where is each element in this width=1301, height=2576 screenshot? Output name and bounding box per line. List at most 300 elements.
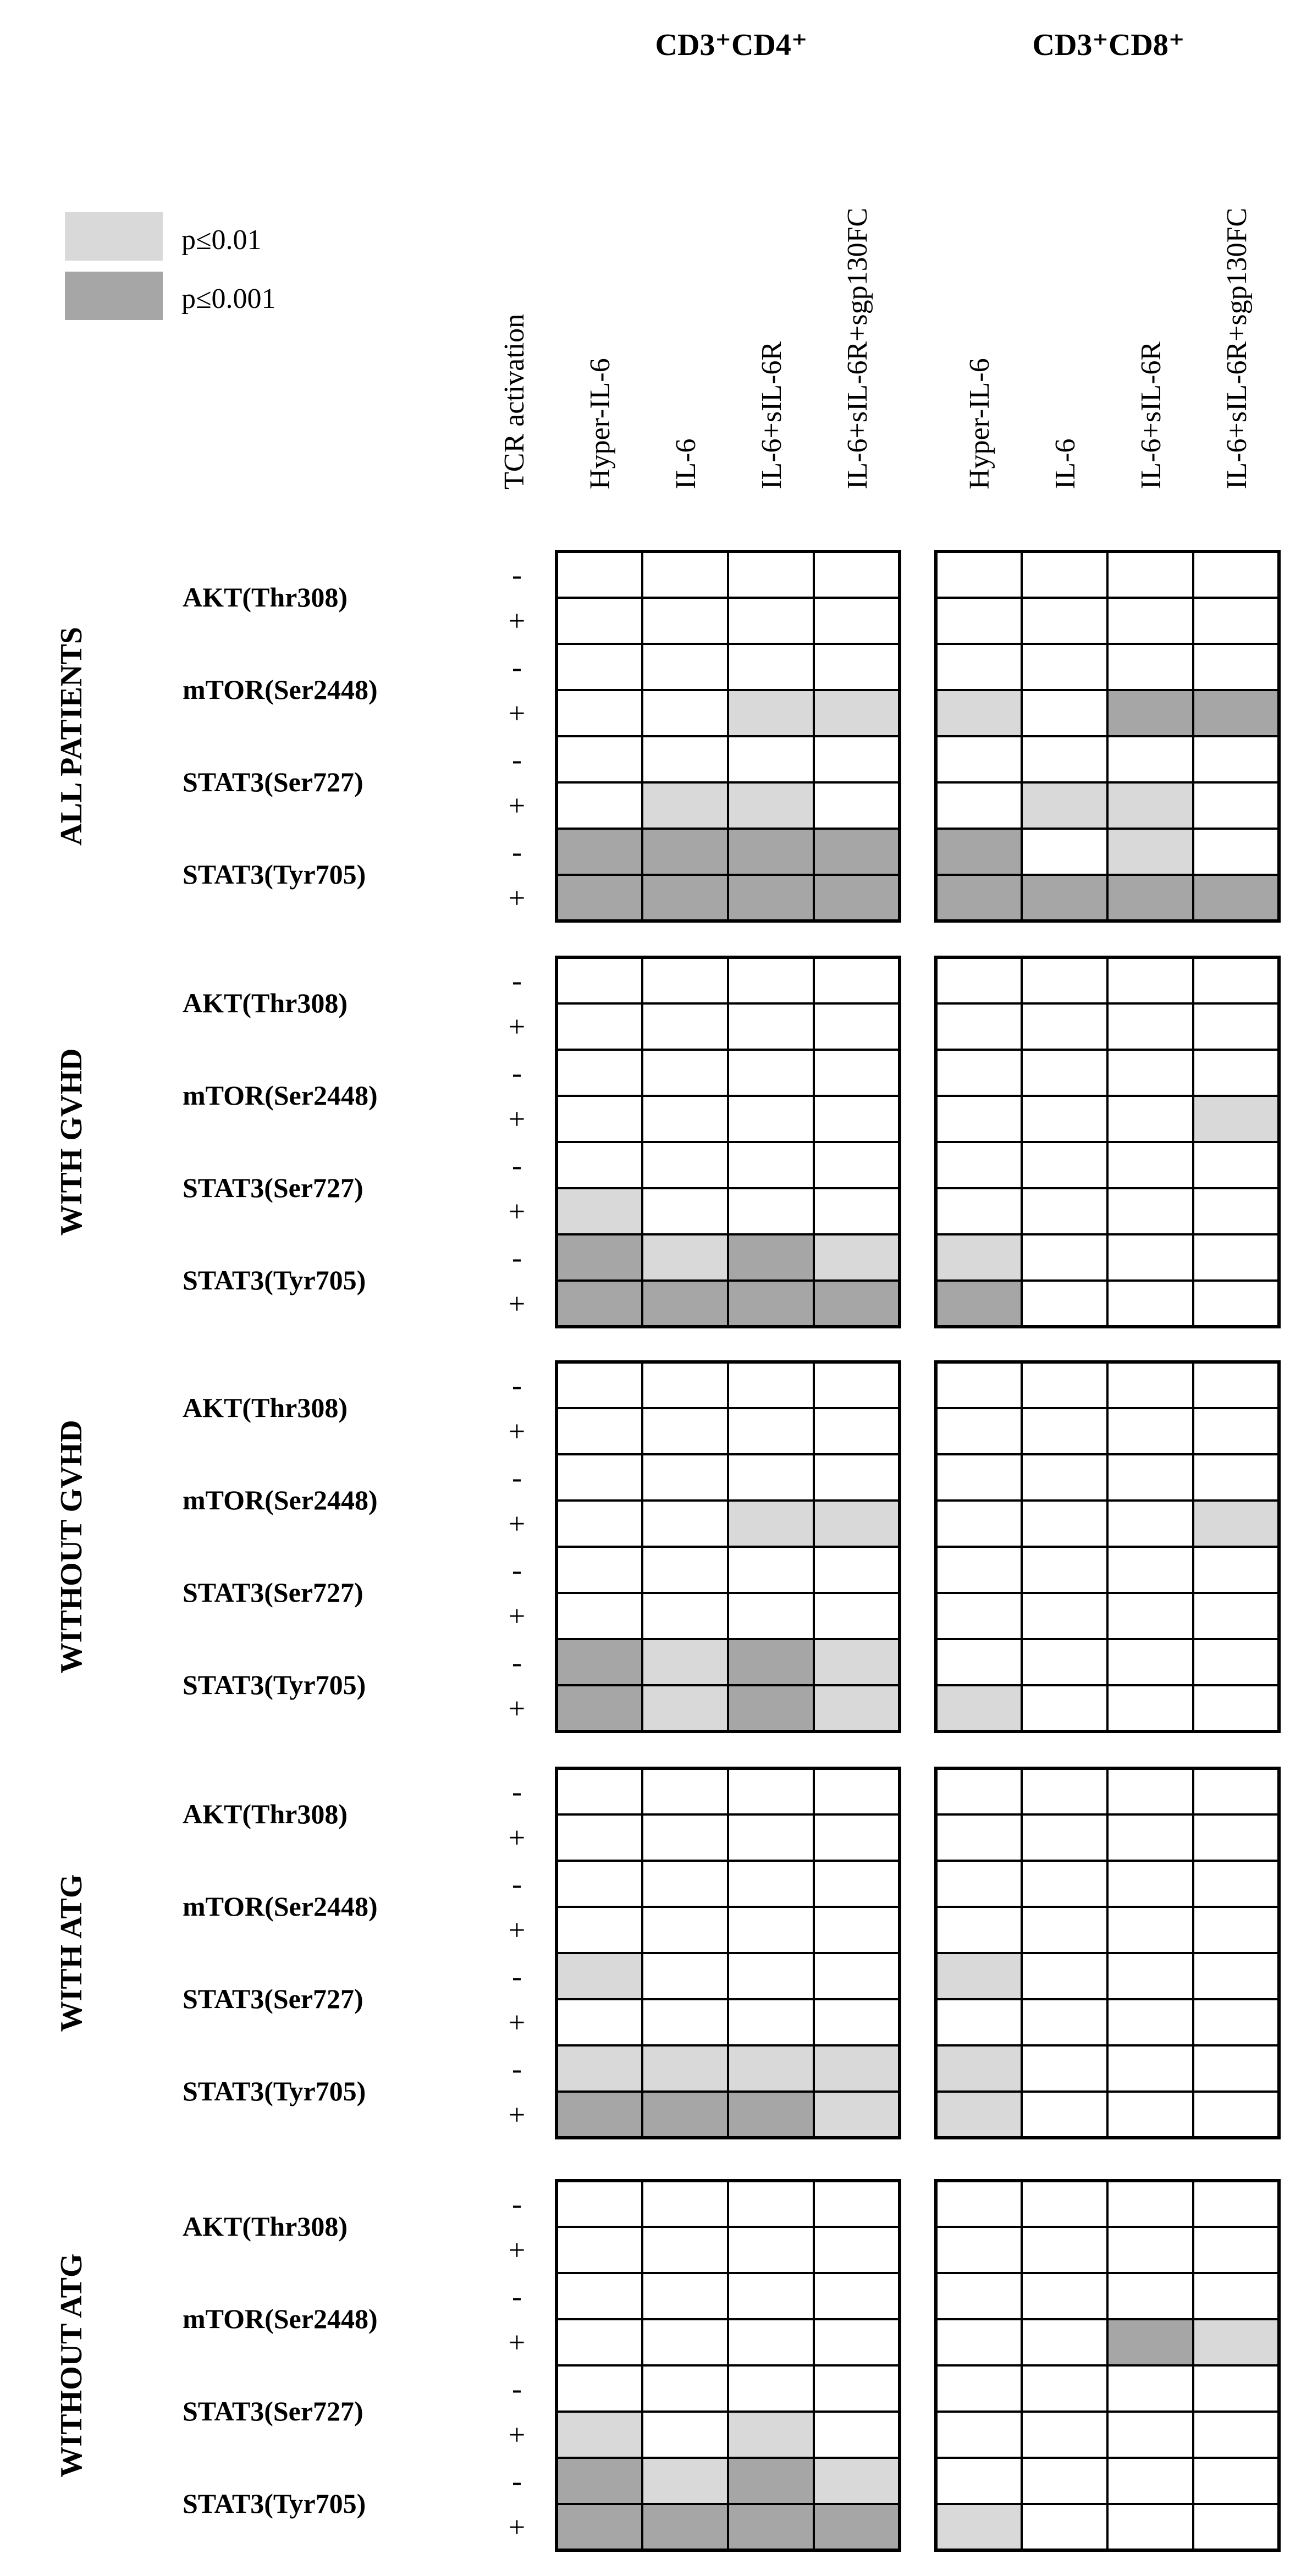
group-label-4: WITHOUT ATG — [54, 2253, 89, 2478]
marker-label: STAT3(Tyr705) — [183, 2076, 366, 2106]
heatmap-cell — [728, 1142, 814, 1188]
heatmap-cell — [1193, 1999, 1279, 2045]
heatmap-cell — [1107, 2092, 1193, 2138]
heatmap-cell — [814, 2458, 900, 2504]
heatmap-cell — [814, 1639, 900, 1685]
heatmap-cell — [556, 644, 642, 690]
tcr-sign-label: + — [508, 2511, 526, 2544]
heatmap-cell — [814, 690, 900, 736]
heatmap-cell — [728, 1362, 814, 1408]
marker-label: STAT3(Tyr705) — [183, 2488, 366, 2519]
heatmap-cell — [556, 875, 642, 921]
marker-label: STAT3(Ser727) — [183, 2396, 363, 2426]
marker-label: AKT(Thr308) — [183, 1392, 348, 1423]
tcr-sign-label: + — [508, 1010, 526, 1043]
tcr-sign-label: - — [512, 558, 522, 591]
heatmap-cell — [642, 1685, 728, 1731]
heatmap-cell — [1022, 1050, 1107, 1096]
marker-label: STAT3(Tyr705) — [183, 1669, 366, 1700]
heatmap-cell — [936, 1768, 1022, 1814]
heatmap-cell — [1022, 1501, 1107, 1547]
heatmap-cell — [814, 2227, 900, 2273]
tcr-sign-label: + — [508, 697, 526, 730]
heatmap-cell — [1193, 690, 1279, 736]
heatmap-cell — [642, 2181, 728, 2227]
heatmap-cell — [1107, 2273, 1193, 2319]
tcr-sign-label: - — [512, 2052, 522, 2085]
heatmap-cell — [1193, 1861, 1279, 1907]
heatmap-cell — [814, 957, 900, 1003]
column-header-cd4-3: IL-6+sIL-6R+sgp130FC — [842, 207, 873, 489]
heatmap-cell — [556, 1639, 642, 1685]
marker-label: AKT(Thr308) — [183, 2211, 348, 2242]
heatmap-cell — [1022, 1953, 1107, 1999]
heatmap-cell — [728, 1639, 814, 1685]
heatmap-cell — [1107, 875, 1193, 921]
heatmap-cell — [556, 1281, 642, 1327]
heatmap-cell — [814, 1454, 900, 1501]
heatmap-cell — [1193, 1454, 1279, 1501]
heatmap-cell — [642, 1003, 728, 1050]
heatmap-cell — [936, 2412, 1022, 2458]
heatmap-cell — [1107, 2181, 1193, 2227]
heatmap-cell — [642, 957, 728, 1003]
heatmap-cell — [642, 598, 728, 644]
heatmap-cell — [556, 1907, 642, 1953]
heatmap-cell — [814, 2412, 900, 2458]
heatmap-cell — [1022, 1408, 1107, 1454]
heatmap-cell — [642, 1999, 728, 2045]
tcr-sign-label: - — [512, 1461, 522, 1494]
heatmap-cell — [1107, 782, 1193, 829]
marker-label: STAT3(Ser727) — [183, 1172, 363, 1203]
heatmap-cell — [642, 1142, 728, 1188]
heatmap-cell — [642, 1362, 728, 1408]
heatmap-cell — [728, 1814, 814, 1861]
heatmap-cell — [936, 1639, 1022, 1685]
heatmap-cell — [1107, 1003, 1193, 1050]
heatmap-cell — [1107, 551, 1193, 598]
heatmap-cell — [642, 736, 728, 782]
heatmap-cell — [1022, 1142, 1107, 1188]
heatmap-cell — [936, 2092, 1022, 2138]
heatmap-cell — [1022, 782, 1107, 829]
heatmap-cell — [728, 1188, 814, 1234]
heatmap-cell — [1107, 1234, 1193, 1281]
heatmap-cell — [814, 1408, 900, 1454]
heatmap-cell — [556, 1593, 642, 1639]
heatmap-grids — [556, 551, 1279, 2550]
heatmap-cell — [728, 1768, 814, 1814]
heatmap-cell — [814, 1142, 900, 1188]
tcr-sign-label: + — [508, 1821, 526, 1854]
heatmap-cell — [728, 2365, 814, 2412]
heatmap-cell — [1193, 1685, 1279, 1731]
heatmap-cell — [556, 2504, 642, 2550]
heatmap-cell — [642, 1096, 728, 1142]
tcr-sign-label: - — [512, 1775, 522, 1808]
heatmap-cell — [1193, 1050, 1279, 1096]
heatmap-cell — [814, 2504, 900, 2550]
heatmap-cell — [1107, 1768, 1193, 1814]
heatmap-cell — [1193, 551, 1279, 598]
heatmap-cell — [936, 1142, 1022, 1188]
heatmap-cell — [1022, 2458, 1107, 2504]
heatmap-cell — [814, 1907, 900, 1953]
heatmap-cell — [728, 1907, 814, 1953]
heatmap-cell — [814, 1814, 900, 1861]
heatmap-cell — [1022, 2092, 1107, 2138]
tcr-sign-label: + — [508, 1287, 526, 1320]
heatmap-cell — [556, 2365, 642, 2412]
tcr-activation-header: TCR activation — [499, 313, 530, 489]
heatmap-cell — [814, 1362, 900, 1408]
heatmap-cell — [936, 1003, 1022, 1050]
heatmap-cell — [1022, 1685, 1107, 1731]
heatmap-cell — [1193, 2412, 1279, 2458]
marker-label: AKT(Thr308) — [183, 582, 348, 613]
heatmap-cell — [1022, 1814, 1107, 1861]
heatmap-cell — [728, 875, 814, 921]
heatmap-cell — [728, 1281, 814, 1327]
heatmap-cell — [936, 957, 1022, 1003]
heatmap-cell — [642, 2319, 728, 2365]
marker-label: mTOR(Ser2448) — [183, 2303, 378, 2334]
heatmap-cell — [936, 1814, 1022, 1861]
heatmap-cell — [728, 1454, 814, 1501]
heatmap-cell — [1022, 598, 1107, 644]
heatmap-cell — [728, 1593, 814, 1639]
heatmap-cell — [1193, 1639, 1279, 1685]
heatmap-cell — [556, 1362, 642, 1408]
heatmap-cell — [642, 2045, 728, 2092]
column-headers — [585, 208, 1253, 489]
tcr-sign-label: + — [508, 2098, 526, 2131]
heatmap-cell — [936, 1999, 1022, 2045]
heatmap-cell — [1193, 1096, 1279, 1142]
heatmap-cell — [1193, 1408, 1279, 1454]
heatmap-cell — [814, 551, 900, 598]
heatmap-cell — [1193, 875, 1279, 921]
heatmap-cell — [814, 736, 900, 782]
heatmap-cell — [1193, 1814, 1279, 1861]
heatmap-cell — [1022, 2181, 1107, 2227]
heatmap-cell — [936, 551, 1022, 598]
heatmap-cell — [642, 2273, 728, 2319]
row-labels — [54, 558, 525, 2544]
heatmap-cell — [814, 1096, 900, 1142]
heatmap-cell — [814, 2092, 900, 2138]
heatmap-cell — [556, 1953, 642, 1999]
heatmap-cell — [556, 1685, 642, 1731]
tcr-sign-label: - — [512, 743, 522, 776]
group-label-1: WITH GVHD — [54, 1048, 89, 1236]
heatmap-cell — [814, 1593, 900, 1639]
legend-swatch-light — [65, 212, 163, 261]
group-label-2: WITHOUT GVHD — [54, 1420, 89, 1674]
heatmap-cell — [936, 1362, 1022, 1408]
heatmap-cell — [814, 1861, 900, 1907]
heatmap-cell — [1022, 1999, 1107, 2045]
heatmap-cell — [1107, 644, 1193, 690]
tcr-sign-label: - — [512, 650, 522, 683]
heatmap-cell — [1107, 2412, 1193, 2458]
heatmap-cell — [814, 1999, 900, 2045]
heatmap-cell — [642, 1547, 728, 1593]
heatmap-cell — [556, 2045, 642, 2092]
heatmap-cell — [556, 2227, 642, 2273]
heatmap-cell — [728, 2227, 814, 2273]
heatmap-cell — [728, 1408, 814, 1454]
heatmap-cell — [1107, 2458, 1193, 2504]
heatmap-cell — [1022, 1768, 1107, 1814]
marker-label: mTOR(Ser2448) — [183, 674, 378, 705]
tcr-sign-label: - — [512, 835, 522, 868]
heatmap-cell — [1107, 690, 1193, 736]
heatmap-cell — [1022, 2227, 1107, 2273]
heatmap-cell — [642, 1907, 728, 1953]
heatmap-cell — [1193, 2458, 1279, 2504]
heatmap-cell — [1107, 2319, 1193, 2365]
tcr-sign-label: - — [512, 1149, 522, 1182]
heatmap-cell — [556, 957, 642, 1003]
heatmap-cell — [728, 957, 814, 1003]
heatmap-cell — [814, 2273, 900, 2319]
heatmap-cell — [1193, 2273, 1279, 2319]
tcr-sign-label: + — [508, 2006, 526, 2039]
heatmap-cell — [936, 1096, 1022, 1142]
heatmap-cell — [642, 551, 728, 598]
heatmap-cell — [936, 598, 1022, 644]
heatmap-cell — [1022, 551, 1107, 598]
heatmap-cell — [936, 690, 1022, 736]
column-header-cd8-0: Hyper-IL-6 — [964, 358, 995, 489]
heatmap-cell — [1107, 829, 1193, 875]
heatmap-cell — [1107, 1861, 1193, 1907]
group-label-0: ALL PATIENTS — [54, 627, 89, 846]
tcr-sign-label: + — [508, 1507, 526, 1540]
tcr-sign-label: - — [512, 2464, 522, 2497]
heatmap-cell — [728, 2319, 814, 2365]
heatmap-cell — [936, 1593, 1022, 1639]
heatmap-cell — [556, 1814, 642, 1861]
heatmap-cell — [814, 1003, 900, 1050]
heatmap-cell — [1107, 1362, 1193, 1408]
column-header-cd4-1: IL-6 — [670, 438, 702, 489]
heatmap-cell — [1107, 1999, 1193, 2045]
tcr-sign-label: - — [512, 1369, 522, 1402]
heatmap-cell — [1193, 2319, 1279, 2365]
heatmap-cell — [936, 782, 1022, 829]
heatmap-cell — [728, 598, 814, 644]
heatmap-cell — [936, 1454, 1022, 1501]
heatmap-cell — [1107, 1096, 1193, 1142]
heatmap-cell — [728, 1547, 814, 1593]
heatmap-cell — [936, 1861, 1022, 1907]
tcr-sign-label: - — [512, 1960, 522, 1993]
heatmap-cell — [1193, 2181, 1279, 2227]
heatmap-cell — [728, 736, 814, 782]
heatmap-cell — [1022, 1907, 1107, 1953]
heatmap-cell — [728, 690, 814, 736]
heatmap-cell — [1193, 1768, 1279, 1814]
heatmap-cell — [556, 1096, 642, 1142]
tcr-sign-label: + — [508, 2418, 526, 2451]
heatmap-cell — [728, 1234, 814, 1281]
heatmap-cell — [1107, 2504, 1193, 2550]
heatmap-cell — [1107, 2365, 1193, 2412]
heatmap-cell — [936, 2365, 1022, 2412]
heatmap-cell — [642, 2092, 728, 2138]
heatmap-cell — [1022, 1003, 1107, 1050]
heatmap-cell — [936, 2181, 1022, 2227]
heatmap-cell — [556, 1454, 642, 1501]
heatmap-cell — [556, 2273, 642, 2319]
heatmap-cell — [1022, 1593, 1107, 1639]
heatmap-cell — [936, 2227, 1022, 2273]
heatmap-cell — [1193, 1142, 1279, 1188]
marker-label: AKT(Thr308) — [183, 1799, 348, 1829]
heatmap-cell — [814, 1501, 900, 1547]
heatmap-cell — [936, 829, 1022, 875]
heatmap-cell — [556, 829, 642, 875]
heatmap-cell — [728, 551, 814, 598]
heatmap-cell — [1107, 1281, 1193, 1327]
heatmap-cell — [936, 1501, 1022, 1547]
heatmap-cell — [1107, 1639, 1193, 1685]
heatmap-cell — [642, 1050, 728, 1096]
tcr-sign-label: + — [508, 1195, 526, 1228]
heatmap-cell — [814, 2045, 900, 2092]
tcr-sign-label: + — [508, 1913, 526, 1946]
cd4-subset-title: CD3⁺CD4⁺ — [655, 28, 808, 62]
heatmap-cell — [814, 1768, 900, 1814]
heatmap-cell — [814, 782, 900, 829]
heatmap-cell — [1107, 1188, 1193, 1234]
heatmap-cell — [814, 829, 900, 875]
heatmap-cell — [814, 2319, 900, 2365]
tcr-sign-label: - — [512, 2280, 522, 2313]
heatmap-cell — [556, 2092, 642, 2138]
heatmap-cell — [1107, 1547, 1193, 1593]
marker-label: mTOR(Ser2448) — [183, 1485, 378, 1515]
heatmap-cell — [936, 1281, 1022, 1327]
heatmap-cell — [1107, 1685, 1193, 1731]
heatmap-cell — [728, 1861, 814, 1907]
legend-label-light: p≤0.01 — [181, 224, 262, 256]
tcr-sign-label: + — [508, 789, 526, 822]
tcr-sign-label: - — [512, 964, 522, 997]
heatmap-cell — [642, 1408, 728, 1454]
heatmap-cell — [728, 1003, 814, 1050]
tcr-sign-label: + — [508, 1692, 526, 1725]
heatmap-cell — [728, 644, 814, 690]
heatmap-cell — [1193, 957, 1279, 1003]
heatmap-cell — [814, 1685, 900, 1731]
heatmap-cell — [642, 1953, 728, 1999]
heatmap-cell — [1022, 1281, 1107, 1327]
tcr-sign-label: + — [508, 1415, 526, 1448]
heatmap-cell — [814, 1050, 900, 1096]
heatmap-cell — [936, 2319, 1022, 2365]
tcr-sign-label: - — [512, 2372, 522, 2405]
heatmap-cell — [936, 2273, 1022, 2319]
heatmap-cell — [1193, 736, 1279, 782]
heatmap-cell — [1107, 2227, 1193, 2273]
heatmap-cell — [1193, 598, 1279, 644]
heatmap-cell — [1022, 2045, 1107, 2092]
heatmap-cell — [728, 2092, 814, 2138]
heatmap-cell — [936, 2045, 1022, 2092]
heatmap-cell — [642, 2504, 728, 2550]
heatmap-cell — [1193, 1907, 1279, 1953]
heatmap-cell — [1022, 829, 1107, 875]
heatmap-cell — [936, 1408, 1022, 1454]
heatmap-cell — [1193, 829, 1279, 875]
tcr-sign-label: - — [512, 1867, 522, 1900]
heatmap-cell — [642, 644, 728, 690]
heatmap-cell — [556, 782, 642, 829]
heatmap-cell — [1022, 2365, 1107, 2412]
heatmap-cell — [1022, 957, 1107, 1003]
heatmap-cell — [814, 1547, 900, 1593]
heatmap-cell — [642, 1281, 728, 1327]
heatmap-cell — [1193, 1003, 1279, 1050]
heatmap-cell — [936, 1234, 1022, 1281]
heatmap-cell — [556, 1142, 642, 1188]
heatmap-cell — [936, 1907, 1022, 1953]
heatmap-cell — [1022, 1861, 1107, 1907]
heatmap-cell — [1107, 598, 1193, 644]
heatmap-cell — [936, 644, 1022, 690]
tcr-sign-label: - — [512, 1241, 522, 1274]
heatmap-cell — [642, 2365, 728, 2412]
heatmap-cell — [1022, 1188, 1107, 1234]
heatmap-cell — [556, 1234, 642, 1281]
heatmap-cell — [1107, 1454, 1193, 1501]
heatmap-cell — [1022, 2504, 1107, 2550]
heatmap-cell — [642, 1234, 728, 1281]
marker-label: STAT3(Ser727) — [183, 1983, 363, 2014]
heatmap-cell — [936, 1188, 1022, 1234]
heatmap-cell — [1107, 1814, 1193, 1861]
column-header-cd8-1: IL-6 — [1050, 438, 1081, 489]
heatmap-cell — [642, 782, 728, 829]
heatmap-cell — [728, 782, 814, 829]
tcr-sign-label: + — [508, 881, 526, 914]
heatmap-cell — [728, 1050, 814, 1096]
heatmap-cell — [556, 690, 642, 736]
heatmap-cell — [642, 1814, 728, 1861]
heatmap-cell — [1022, 1547, 1107, 1593]
heatmap-cell — [556, 1003, 642, 1050]
heatmap-cell — [642, 1861, 728, 1907]
legend-swatch-dark — [65, 272, 163, 320]
heatmap-cell — [1022, 736, 1107, 782]
heatmap-cell — [642, 2412, 728, 2458]
heatmap-cell — [728, 2181, 814, 2227]
cd8-subset-title: CD3⁺CD8⁺ — [1032, 28, 1185, 62]
heatmap-cell — [1193, 1501, 1279, 1547]
heatmap-cell — [1022, 1362, 1107, 1408]
heatmap-cell — [1193, 1953, 1279, 1999]
heatmap-cell — [814, 644, 900, 690]
heatmap-cell — [728, 2045, 814, 2092]
heatmap-cell — [556, 1050, 642, 1096]
heatmap-cell — [728, 2458, 814, 2504]
heatmap-cell — [1193, 782, 1279, 829]
heatmap-cell — [1193, 1547, 1279, 1593]
